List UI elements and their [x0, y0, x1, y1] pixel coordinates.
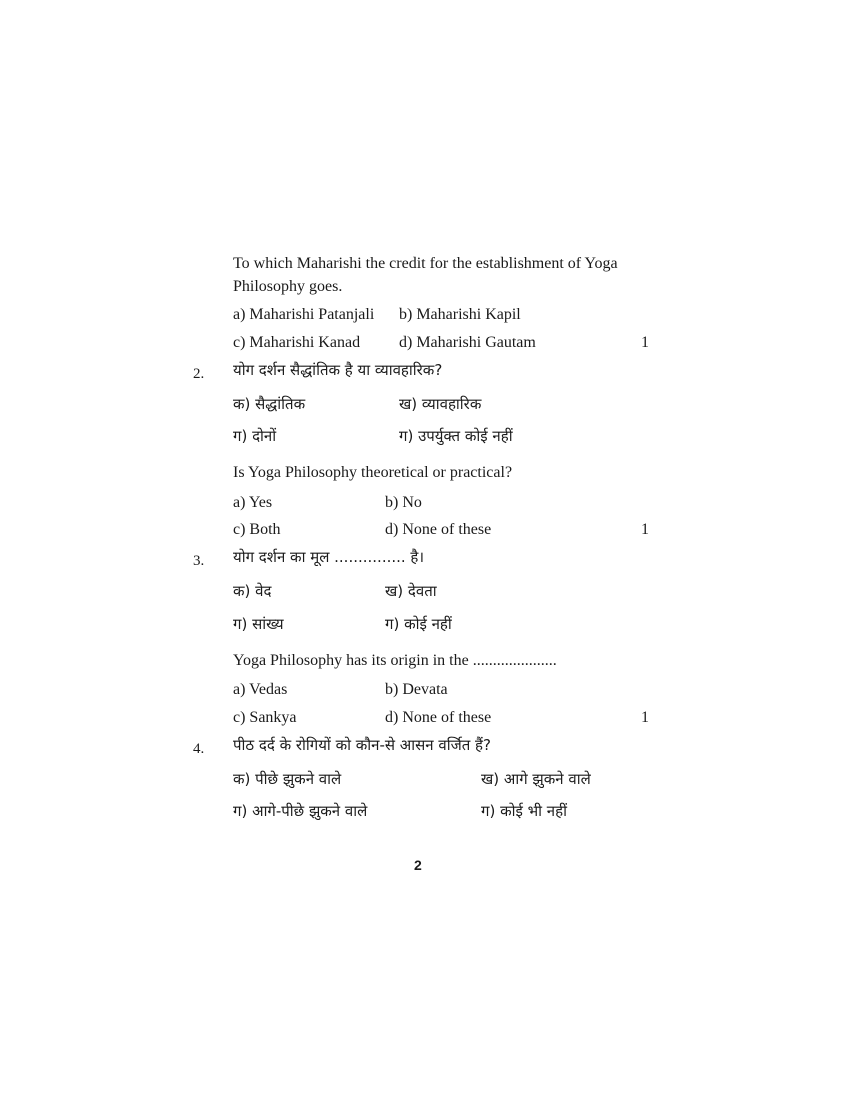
q2-option-c: c) Both: [233, 521, 281, 538]
q4-option-b-hindi: ख) आगे झुकने वाले: [481, 770, 591, 788]
q1-stem-line1: To which Maharishi the credit for the establishment of Yoga: [233, 255, 618, 272]
q2-stem-english: Is Yoga Philosophy theoretical or practical?: [233, 464, 513, 481]
q3-option-c: c) Sankya: [233, 709, 297, 726]
q1-option-b: b) Maharishi Kapil: [399, 306, 521, 323]
q3-option-d-hindi: ग) कोई नहीं: [385, 615, 452, 633]
q4-option-d-hindi: ग) कोई भी नहीं: [481, 802, 567, 820]
q2-marks: 1: [641, 521, 649, 538]
q2-option-b: b) No: [385, 494, 422, 511]
q3-option-b: b) Devata: [385, 681, 448, 698]
q4-option-c-hindi: ग) आगे-पीछे झुकने वाले: [233, 802, 368, 820]
q2-option-a: a) Yes: [233, 494, 273, 511]
q2-option-d-hindi: ग) उपर्युक्त कोई नहीं: [399, 427, 513, 445]
q2-option-d: d) None of these: [385, 521, 492, 538]
q3-option-d: d) None of these: [385, 709, 492, 726]
q2-number: 2.: [193, 366, 205, 382]
q4-number: 4.: [193, 741, 205, 757]
q3-option-b-hindi: ख) देवता: [385, 582, 437, 600]
q2-option-b-hindi: ख) व्यावहारिक: [399, 395, 482, 413]
q1-option-d: d) Maharishi Gautam: [399, 334, 536, 351]
q1-option-a: a) Maharishi Patanjali: [233, 306, 375, 323]
q2-option-c-hindi: ग) दोनों: [233, 427, 277, 445]
q3-number: 3.: [193, 553, 205, 569]
q1-stem-line2: Philosophy goes.: [233, 278, 343, 295]
q3-marks: 1: [641, 709, 649, 726]
q3-option-a-hindi: क) वेद: [233, 582, 272, 600]
q2-stem-hindi: योग दर्शन सैद्धांतिक है या व्यावहारिक?: [233, 361, 443, 379]
q2-option-a-hindi: क) सैद्धांतिक: [233, 395, 306, 413]
q3-option-c-hindi: ग) सांख्य: [233, 615, 284, 633]
page-number: 2: [414, 857, 422, 873]
q1-option-c: c) Maharishi Kanad: [233, 334, 361, 351]
q4-stem-hindi: पीठ दर्द के रोगियों को कौन-से आसन वर्जित हैं?: [233, 736, 491, 754]
q3-option-a: a) Vedas: [233, 681, 288, 698]
q3-stem-hindi: योग दर्शन का मूल ............... है।: [233, 548, 425, 566]
q1-marks: 1: [641, 334, 649, 351]
q4-option-a-hindi: क) पीछे झुकने वाले: [233, 770, 342, 788]
q3-stem-english: Yoga Philosophy has its origin in the .....................: [233, 652, 557, 669]
